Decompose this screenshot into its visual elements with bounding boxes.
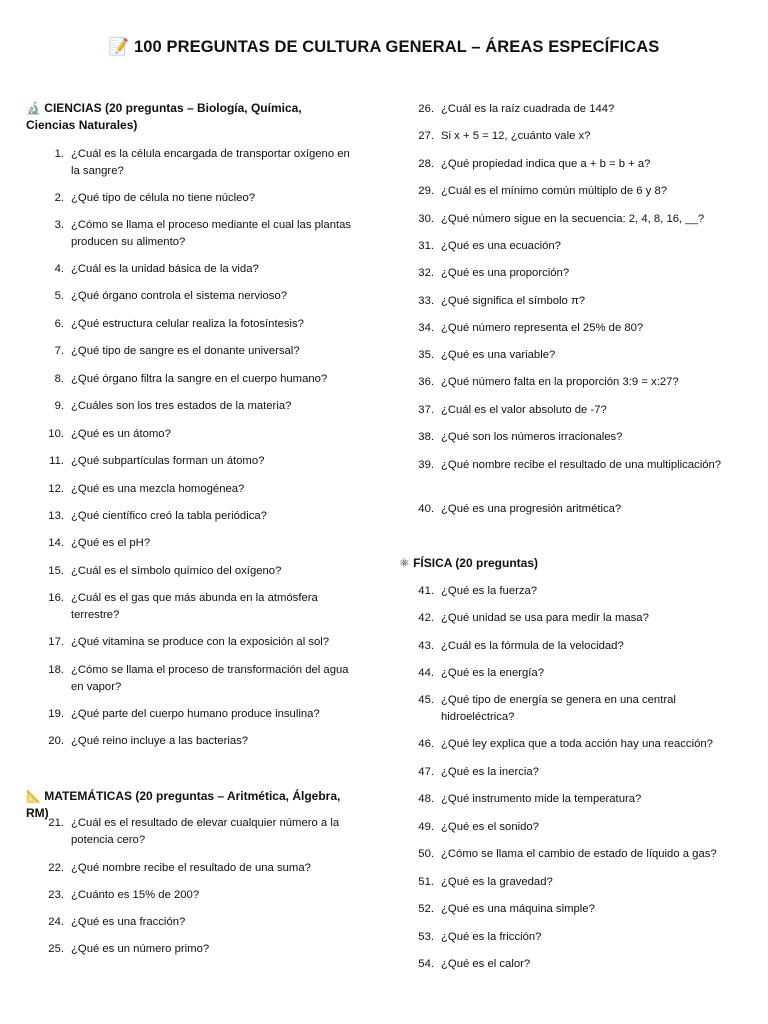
question-text: ¿Qué nombre recibe el resultado de una suma? <box>71 862 311 874</box>
question-number: 23. <box>48 889 64 901</box>
question-text: ¿Qué propiedad indica que a + b = b + a? <box>441 158 651 170</box>
question-text: ¿Qué número falta en la proporción 3:9 = x:27? <box>441 376 679 388</box>
question-text: ¿Cuál es el símbolo químico del oxígeno? <box>71 565 282 577</box>
question-text: ¿Qué es el calor? <box>441 958 531 970</box>
question-number: 54. <box>418 958 434 970</box>
question-number: 15. <box>48 565 64 577</box>
question-text: ¿Qué es la fricción? <box>441 931 542 943</box>
question-number: 3. <box>54 219 64 231</box>
question-number: 11. <box>49 455 64 467</box>
question-number: 38. <box>418 431 434 443</box>
question-text: ¿Qué vitamina se produce con la exposición al sol? <box>71 636 330 648</box>
question-number: 30. <box>418 213 434 225</box>
question-number: 24. <box>48 916 64 928</box>
question-text: ¿Qué es la gravedad? <box>441 876 553 888</box>
question-text: ¿Qué es una ecuación? <box>441 240 561 252</box>
question-text: ¿Qué es una progresión aritmética? <box>441 503 622 515</box>
question-number: 25. <box>48 943 64 955</box>
question-number: 51. <box>418 876 434 888</box>
question-text: ¿Cuáles son los tres estados de la materia? <box>71 400 292 412</box>
question-text: ¿Qué unidad se usa para medir la masa? <box>441 612 649 624</box>
question-text: ¿Qué tipo de energía se genera en una central hidroeléctrica? <box>441 694 676 723</box>
question-text: ¿Qué instrumento mide la temperatura? <box>441 793 642 805</box>
question-text: ¿Qué ley explica que a toda acción hay una reacción? <box>441 738 713 750</box>
question-text: ¿Cuál es el resultado de elevar cualquier número a la potencia cero? <box>71 817 340 846</box>
question-text: ¿Cuál es la raíz cuadrada de 144? <box>441 103 615 115</box>
question-text: ¿Qué parte del cuerpo humano produce insulina? <box>71 708 320 720</box>
question-number: 31. <box>418 240 434 252</box>
question-text: ¿Qué es la energía? <box>441 667 544 679</box>
question-number: 22. <box>48 862 64 874</box>
question-text: Si x + 5 = 12, ¿cuánto vale x? <box>441 130 591 142</box>
question-text: ¿Qué nombre recibe el resultado de una multiplicación? <box>441 459 722 471</box>
question-number: 4. <box>54 263 64 275</box>
question-number: 10. <box>48 428 64 440</box>
question-text: ¿Qué significa el símbolo π? <box>441 295 586 307</box>
question-number: 27. <box>418 130 434 142</box>
question-text: ¿Qué es una fracción? <box>71 916 186 928</box>
question-number: 44. <box>418 667 434 679</box>
question-number: 9. <box>54 400 64 412</box>
question-number: 40. <box>418 503 434 515</box>
question-number: 16. <box>48 592 64 604</box>
question-number: 8. <box>54 373 64 385</box>
question-text: ¿Cómo se llama el proceso de transformación del agua en vapor? <box>71 664 349 693</box>
question-text: ¿Qué órgano filtra la sangre en el cuerpo humano? <box>71 373 328 385</box>
question-text: ¿Cómo se llama el cambio de estado de líquido a gas? <box>441 848 717 860</box>
question-text: ¿Cuál es el valor absoluto de -7? <box>441 404 607 416</box>
question-number: 1. <box>54 148 64 160</box>
question-text: ¿Qué es una variable? <box>441 349 556 361</box>
question-text: ¿Qué es la inercia? <box>441 766 539 778</box>
question-text: ¿Qué número sigue en la secuencia: 2, 4, 8, 16, __? <box>441 213 705 225</box>
question-text: ¿Cuál es la fórmula de la velocidad? <box>441 640 624 652</box>
question-text: ¿Qué estructura celular realiza la fotosíntesis? <box>71 318 304 330</box>
section-heading-ciencias: 🔬 CIENCIAS (20 preguntas – Biología, Química, Ciencias Naturales) <box>26 101 302 132</box>
page-title: 📝 100 PREGUNTAS DE CULTURA GENERAL – ÁREAS ESPECÍFICAS <box>108 38 660 56</box>
question-number: 2. <box>54 192 64 204</box>
question-number: 32. <box>418 267 434 279</box>
question-number: 35. <box>418 349 434 361</box>
question-number: 46. <box>418 738 434 750</box>
question-number: 39. <box>418 459 434 471</box>
question-number: 47. <box>418 766 434 778</box>
question-text: ¿Qué tipo de célula no tiene núcleo? <box>71 192 256 204</box>
question-text: ¿Cuál es el gas que más abunda en la atmósfera terrestre? <box>71 592 318 621</box>
question-text: ¿Qué es un átomo? <box>71 428 171 440</box>
question-number: 26. <box>418 103 434 115</box>
question-text: ¿Cuál es la célula encargada de transportar oxígeno en la sangre? <box>71 148 350 177</box>
question-number: 52. <box>418 903 434 915</box>
question-number: 50. <box>418 848 434 860</box>
question-text: ¿Qué tipo de sangre es el donante universal? <box>71 345 300 357</box>
question-text: ¿Cuál es el mínimo común múltiplo de 6 y 8? <box>441 185 668 197</box>
question-text: ¿Qué es el sonido? <box>441 821 539 833</box>
question-text: ¿Qué científico creó la tabla periódica? <box>71 510 267 522</box>
question-text: ¿Qué número representa el 25% de 80? <box>441 322 644 334</box>
question-number: 49. <box>418 821 434 833</box>
question-text: ¿Cómo se llama el proceso mediante el cual las plantas producen su alimento? <box>71 219 352 248</box>
question-number: 5. <box>54 290 64 302</box>
question-number: 33. <box>418 295 434 307</box>
question-number: 42. <box>418 612 434 624</box>
question-number: 45. <box>418 694 434 706</box>
question-text: ¿Qué es una mezcla homogénea? <box>71 483 245 495</box>
question-text: ¿Qué órgano controla el sistema nervioso? <box>71 290 288 302</box>
question-number: 37. <box>418 404 434 416</box>
question-text: ¿Qué son los números irracionales? <box>441 431 623 443</box>
question-number: 53. <box>418 931 434 943</box>
question-text: ¿Qué es una proporción? <box>441 267 570 279</box>
question-number: 13. <box>48 510 64 522</box>
question-text: ¿Qué es una máquina simple? <box>441 903 595 915</box>
question-text: ¿Qué reino incluye a las bacterias? <box>71 735 249 747</box>
question-text: ¿Qué es la fuerza? <box>441 585 538 597</box>
question-number: 48. <box>418 793 434 805</box>
question-number: 18. <box>48 664 64 676</box>
question-number: 20. <box>48 735 64 747</box>
question-number: 17. <box>48 636 64 648</box>
question-number: 21. <box>48 817 64 829</box>
section-heading-matematicas: 📐 MATEMÁTICAS (20 preguntas – Aritmética, Álgebra, RM) <box>26 789 341 820</box>
question-number: 36. <box>418 376 434 388</box>
question-number: 12. <box>48 483 64 495</box>
question-text: ¿Qué es el pH? <box>71 537 151 549</box>
question-number: 29. <box>418 185 434 197</box>
question-number: 19. <box>48 708 64 720</box>
question-number: 7. <box>54 345 64 357</box>
question-number: 43. <box>418 640 434 652</box>
question-number: 6. <box>54 318 64 330</box>
question-text: ¿Qué es un número primo? <box>71 943 210 955</box>
question-number: 34. <box>418 322 434 334</box>
question-number: 28. <box>418 158 434 170</box>
question-text: ¿Cuánto es 15% de 200? <box>71 889 200 901</box>
question-number: 14. <box>48 537 64 549</box>
question-number: 41. <box>418 585 434 597</box>
question-text: ¿Qué subpartículas forman un átomo? <box>71 455 265 467</box>
question-text: ¿Cuál es la unidad básica de la vida? <box>71 263 259 275</box>
section-heading-fisica: ⚛ FÍSICA (20 preguntas) <box>399 556 538 570</box>
